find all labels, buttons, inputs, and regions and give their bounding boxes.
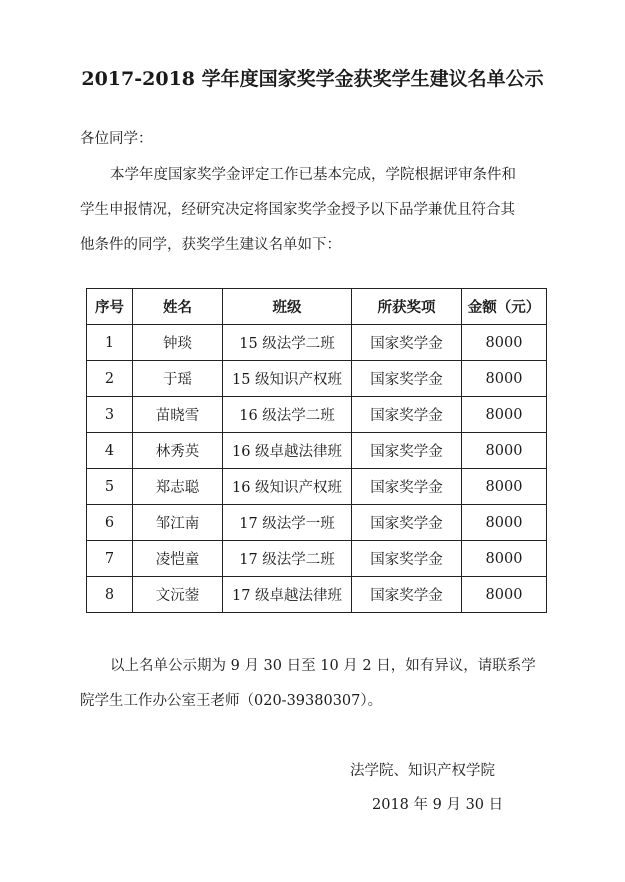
- cell-award: 国家奖学金: [352, 433, 462, 469]
- cell-class: 15 级知识产权班: [223, 361, 352, 397]
- greeting: 各位同学：: [80, 131, 153, 147]
- header-index: 序号: [87, 289, 133, 325]
- cell-award: 国家奖学金: [352, 361, 462, 397]
- award-table: [86, 288, 547, 613]
- cell-award: 国家奖学金: [352, 577, 462, 613]
- table-row: [87, 541, 547, 577]
- cell-index: 8: [87, 577, 133, 613]
- table-header-row: [87, 289, 547, 325]
- cell-amount: 8000: [462, 433, 547, 469]
- cell-name: 钟琰: [133, 325, 223, 361]
- cell-award: 国家奖学金: [352, 397, 462, 433]
- cell-index: 4: [87, 433, 133, 469]
- cell-class: 15 级法学二班: [223, 325, 352, 361]
- cell-class: 16 级卓越法律班: [223, 433, 352, 469]
- cell-name: 凌恺童: [133, 541, 223, 577]
- cell-name: 文沅蓥: [133, 577, 223, 613]
- cell-award: 国家奖学金: [352, 505, 462, 541]
- cell-index: 6: [87, 505, 133, 541]
- cell-amount: 8000: [462, 397, 547, 433]
- cell-index: 2: [87, 361, 133, 397]
- cell-amount: 8000: [462, 361, 547, 397]
- cell-award: 国家奖学金: [352, 325, 462, 361]
- notice-line-1: 以上名单公示期为 9 月 30 日至 10 月 2 日，如有异议，请联系学: [110, 658, 536, 674]
- header-name: 姓名: [133, 289, 223, 325]
- cell-index: 1: [87, 325, 133, 361]
- cell-award: 国家奖学金: [352, 469, 462, 505]
- page-title: 2017-2018 学年度国家奖学金获奖学生建议名单公示: [81, 68, 544, 90]
- cell-name: 林秀英: [133, 433, 223, 469]
- body-line-2: 学生申报情况，经研究决定将国家奖学金授予以下品学兼优且符合其: [80, 202, 515, 218]
- cell-name: 苗晓雪: [133, 397, 223, 433]
- table-row: [87, 361, 547, 397]
- body-line-1: 本学年度国家奖学金评定工作已基本完成，学院根据评审条件和: [110, 167, 516, 183]
- header-amount: 金额（元）: [462, 289, 547, 325]
- cell-class: 16 级知识产权班: [223, 469, 352, 505]
- table-row: [87, 469, 547, 505]
- table-row: [87, 505, 547, 541]
- cell-index: 5: [87, 469, 133, 505]
- signature: 法学院、知识产权学院: [350, 763, 495, 779]
- cell-name: 郑志聪: [133, 469, 223, 505]
- cell-amount: 8000: [462, 541, 547, 577]
- cell-class: 16 级法学二班: [223, 397, 352, 433]
- table-row: [87, 577, 547, 613]
- cell-name: 于瑶: [133, 361, 223, 397]
- cell-name: 邹江南: [133, 505, 223, 541]
- table-row: [87, 397, 547, 433]
- body-line-3: 他条件的同学，获奖学生建议名单如下：: [80, 237, 341, 253]
- cell-index: 3: [87, 397, 133, 433]
- cell-amount: 8000: [462, 505, 547, 541]
- cell-amount: 8000: [462, 325, 547, 361]
- cell-class: 17 级卓越法律班: [223, 577, 352, 613]
- cell-class: 17 级法学二班: [223, 541, 352, 577]
- notice-line-2: 院学生工作办公室王老师（020-39380307）。: [80, 693, 383, 709]
- cell-amount: 8000: [462, 577, 547, 613]
- table-body: [87, 325, 547, 613]
- header-class: 班级: [223, 289, 352, 325]
- table-row: [87, 433, 547, 469]
- cell-amount: 8000: [462, 469, 547, 505]
- cell-index: 7: [87, 541, 133, 577]
- table-row: [87, 325, 547, 361]
- cell-award: 国家奖学金: [352, 541, 462, 577]
- header-award: 所获奖项: [352, 289, 462, 325]
- date: 2018 年 9 月 30 日: [372, 797, 504, 813]
- cell-class: 17 级法学一班: [223, 505, 352, 541]
